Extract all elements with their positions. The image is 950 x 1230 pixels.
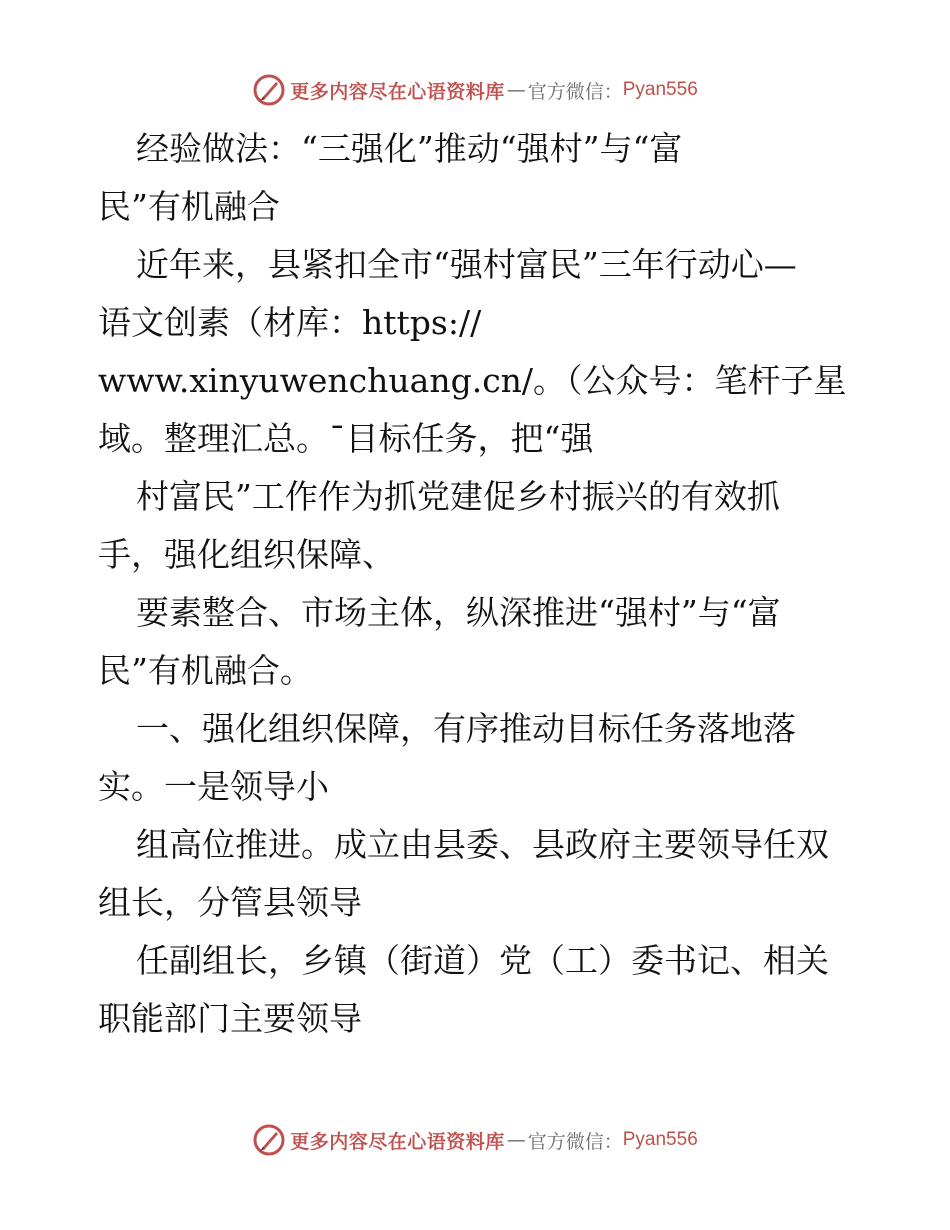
- document-line: 一、强化组织保障，有序推动目标任务落地落: [136, 709, 796, 748]
- document-line: 村富民”工作作为抓党建促乡村振兴的有效抓: [136, 477, 780, 516]
- banner-separator: —: [506, 79, 526, 101]
- document-body: [98, 120, 858, 1048]
- banner-wechat-id: Pyan556: [622, 1129, 698, 1150]
- document-line: 手，强化组织保障、: [98, 535, 395, 574]
- banner-wechat-id: Pyan556: [622, 79, 698, 100]
- quill-logo-icon: [252, 73, 286, 107]
- document-line: 域。整理汇总。¯目标任务，把“强: [98, 419, 594, 458]
- document-line: 经验做法：“三强化”推动“强村”与“富: [136, 129, 683, 168]
- banner-slogan: 更多内容尽在心语资料库: [290, 80, 505, 103]
- header-banner: [0, 68, 950, 112]
- document-line: 近年来，县紧扣全市“强村富民”三年行动心—: [136, 245, 797, 284]
- document-line: www.xinyuwenchuang.cn/。（公众号：笔杆子星: [98, 361, 847, 400]
- document-line: 组长，分管县领导: [98, 883, 362, 922]
- banner-wechat-label: 官方微信：: [527, 1130, 623, 1153]
- document-line: 组高位推进。成立由县委、县政府主要领导任双: [136, 825, 829, 864]
- document-line: 任副组长，乡镇（街道）党（工）委书记、相关: [136, 941, 829, 980]
- document-line: 民”有机融合。: [98, 651, 313, 690]
- document-line: 要素整合、市场主体，纵深推进“强村”与“富: [136, 593, 781, 632]
- footer-banner: [0, 1118, 950, 1162]
- document-line: 职能部门主要领导: [98, 999, 362, 1038]
- banner-separator: —: [506, 1129, 526, 1151]
- document-line: 语文创素（材库：https://: [98, 303, 482, 342]
- banner-wechat-label: 官方微信：: [527, 80, 623, 103]
- document-line: 实。一是领导小: [98, 767, 329, 806]
- document-line: 民”有机融合: [98, 187, 280, 226]
- banner-slogan: 更多内容尽在心语资料库: [290, 1130, 505, 1153]
- quill-logo-icon: [252, 1123, 286, 1157]
